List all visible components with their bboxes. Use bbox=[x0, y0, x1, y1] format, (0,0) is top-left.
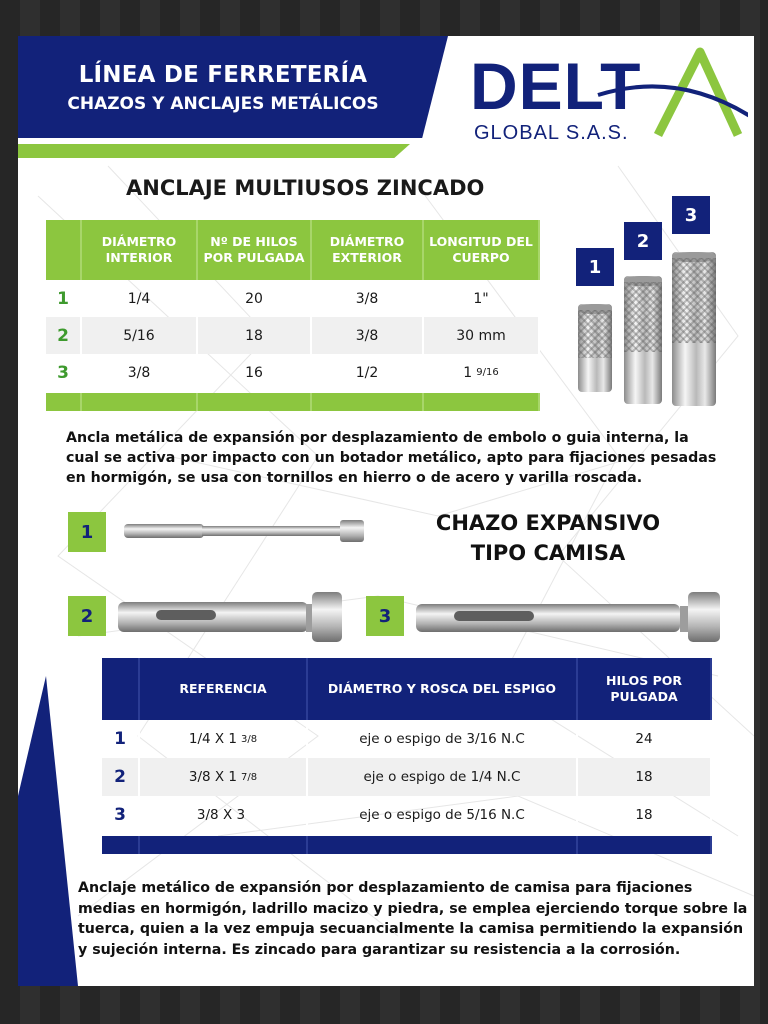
anchor-sleeve-1 bbox=[578, 304, 612, 392]
table-row: 2 3/8 X 1 7/8 eje o espigo de 1/4 N.C 18 bbox=[102, 758, 712, 796]
table-row: 1 1/4 20 3/8 1" bbox=[46, 280, 540, 317]
section1-description: Ancla metálica de expansión por desplazamiento de embolo o guia interna, la cual se activa por impacto con un botador metálico, apto para fijaciones pesadas en hormigón, se usa con tornillos en hierro o de acero y varilla roscada. bbox=[66, 430, 717, 486]
sleeve-bolt-1-image bbox=[122, 514, 372, 548]
table-footer bbox=[46, 393, 540, 411]
bolt-badge-2: 2 bbox=[68, 596, 106, 636]
header-subtitle: CHAZOS Y ANCLAJES METÁLICOS bbox=[67, 94, 379, 114]
col-hilos: HILOS POR PULGADA bbox=[578, 658, 712, 720]
table-header bbox=[46, 220, 540, 280]
section1-title: ANCLAJE MULTIUSOS ZINCADO bbox=[126, 176, 485, 200]
sleeve-anchor-table bbox=[102, 658, 712, 854]
image-badge-1: 1 bbox=[576, 248, 614, 286]
anchor-specs-table bbox=[46, 220, 540, 411]
section2-description: Anclaje metálico de expansión por desplazamiento de camisa para fijaciones medias en hormigón, ladrillo macizo y piedra, se emplea ejerciendo torque sobre la tuerca, quien a la vez empuja secuancialmente la camisa permitiendo la expansión y sujeción interna. Es zincado para garantizar su resistencia a la corrosión. bbox=[78, 880, 748, 958]
header-green-bar bbox=[18, 144, 410, 158]
table-row: 2 5/16 18 3/8 30 mm bbox=[46, 317, 540, 354]
table-footer bbox=[102, 836, 712, 854]
bolt-badge-1: 1 bbox=[68, 512, 106, 552]
image-badge-2: 2 bbox=[624, 222, 662, 260]
table-header bbox=[102, 658, 712, 720]
table-row: 1 1/4 X 1 3/8 eje o espigo de 3/16 N.C 24 bbox=[102, 720, 712, 758]
image-badge-3: 3 bbox=[672, 196, 710, 234]
col-diametro-interior: DIÁMETRO INTERIOR bbox=[82, 220, 198, 280]
header-title: LÍNEA DE FERRETERÍA bbox=[78, 62, 368, 88]
left-accent-stripe bbox=[18, 36, 78, 986]
col-diametro-rosca: DIÁMETRO Y ROSCA DEL ESPIGO bbox=[308, 658, 578, 720]
table-row: 3 3/8 X 3 eje o espigo de 5/16 N.C 18 bbox=[102, 796, 712, 834]
col-longitud: LONGITUD DEL CUERPO bbox=[424, 220, 540, 280]
col-diametro-exterior: DIÁMETRO EXTERIOR bbox=[312, 220, 424, 280]
logo-wordmark: DELT bbox=[470, 49, 642, 123]
anchor-sleeve-3 bbox=[672, 252, 716, 406]
table-row: 3 3/8 16 1/2 1 9/16 bbox=[46, 354, 540, 391]
product-sheet bbox=[18, 36, 754, 986]
section2-title: CHAZO EXPANSIVO TIPO CAMISA bbox=[435, 511, 661, 565]
logo-tagline: GLOBAL S.A.S. bbox=[474, 122, 629, 144]
sleeve-bolt-3-image bbox=[414, 588, 730, 648]
col-referencia: REFERENCIA bbox=[140, 658, 308, 720]
sleeve-bolt-2-image bbox=[116, 588, 356, 648]
bolt-badge-3: 3 bbox=[366, 596, 404, 636]
col-hilos: Nº DE HILOS POR PULGADA bbox=[198, 220, 312, 280]
anchor-sleeve-2 bbox=[624, 276, 662, 404]
